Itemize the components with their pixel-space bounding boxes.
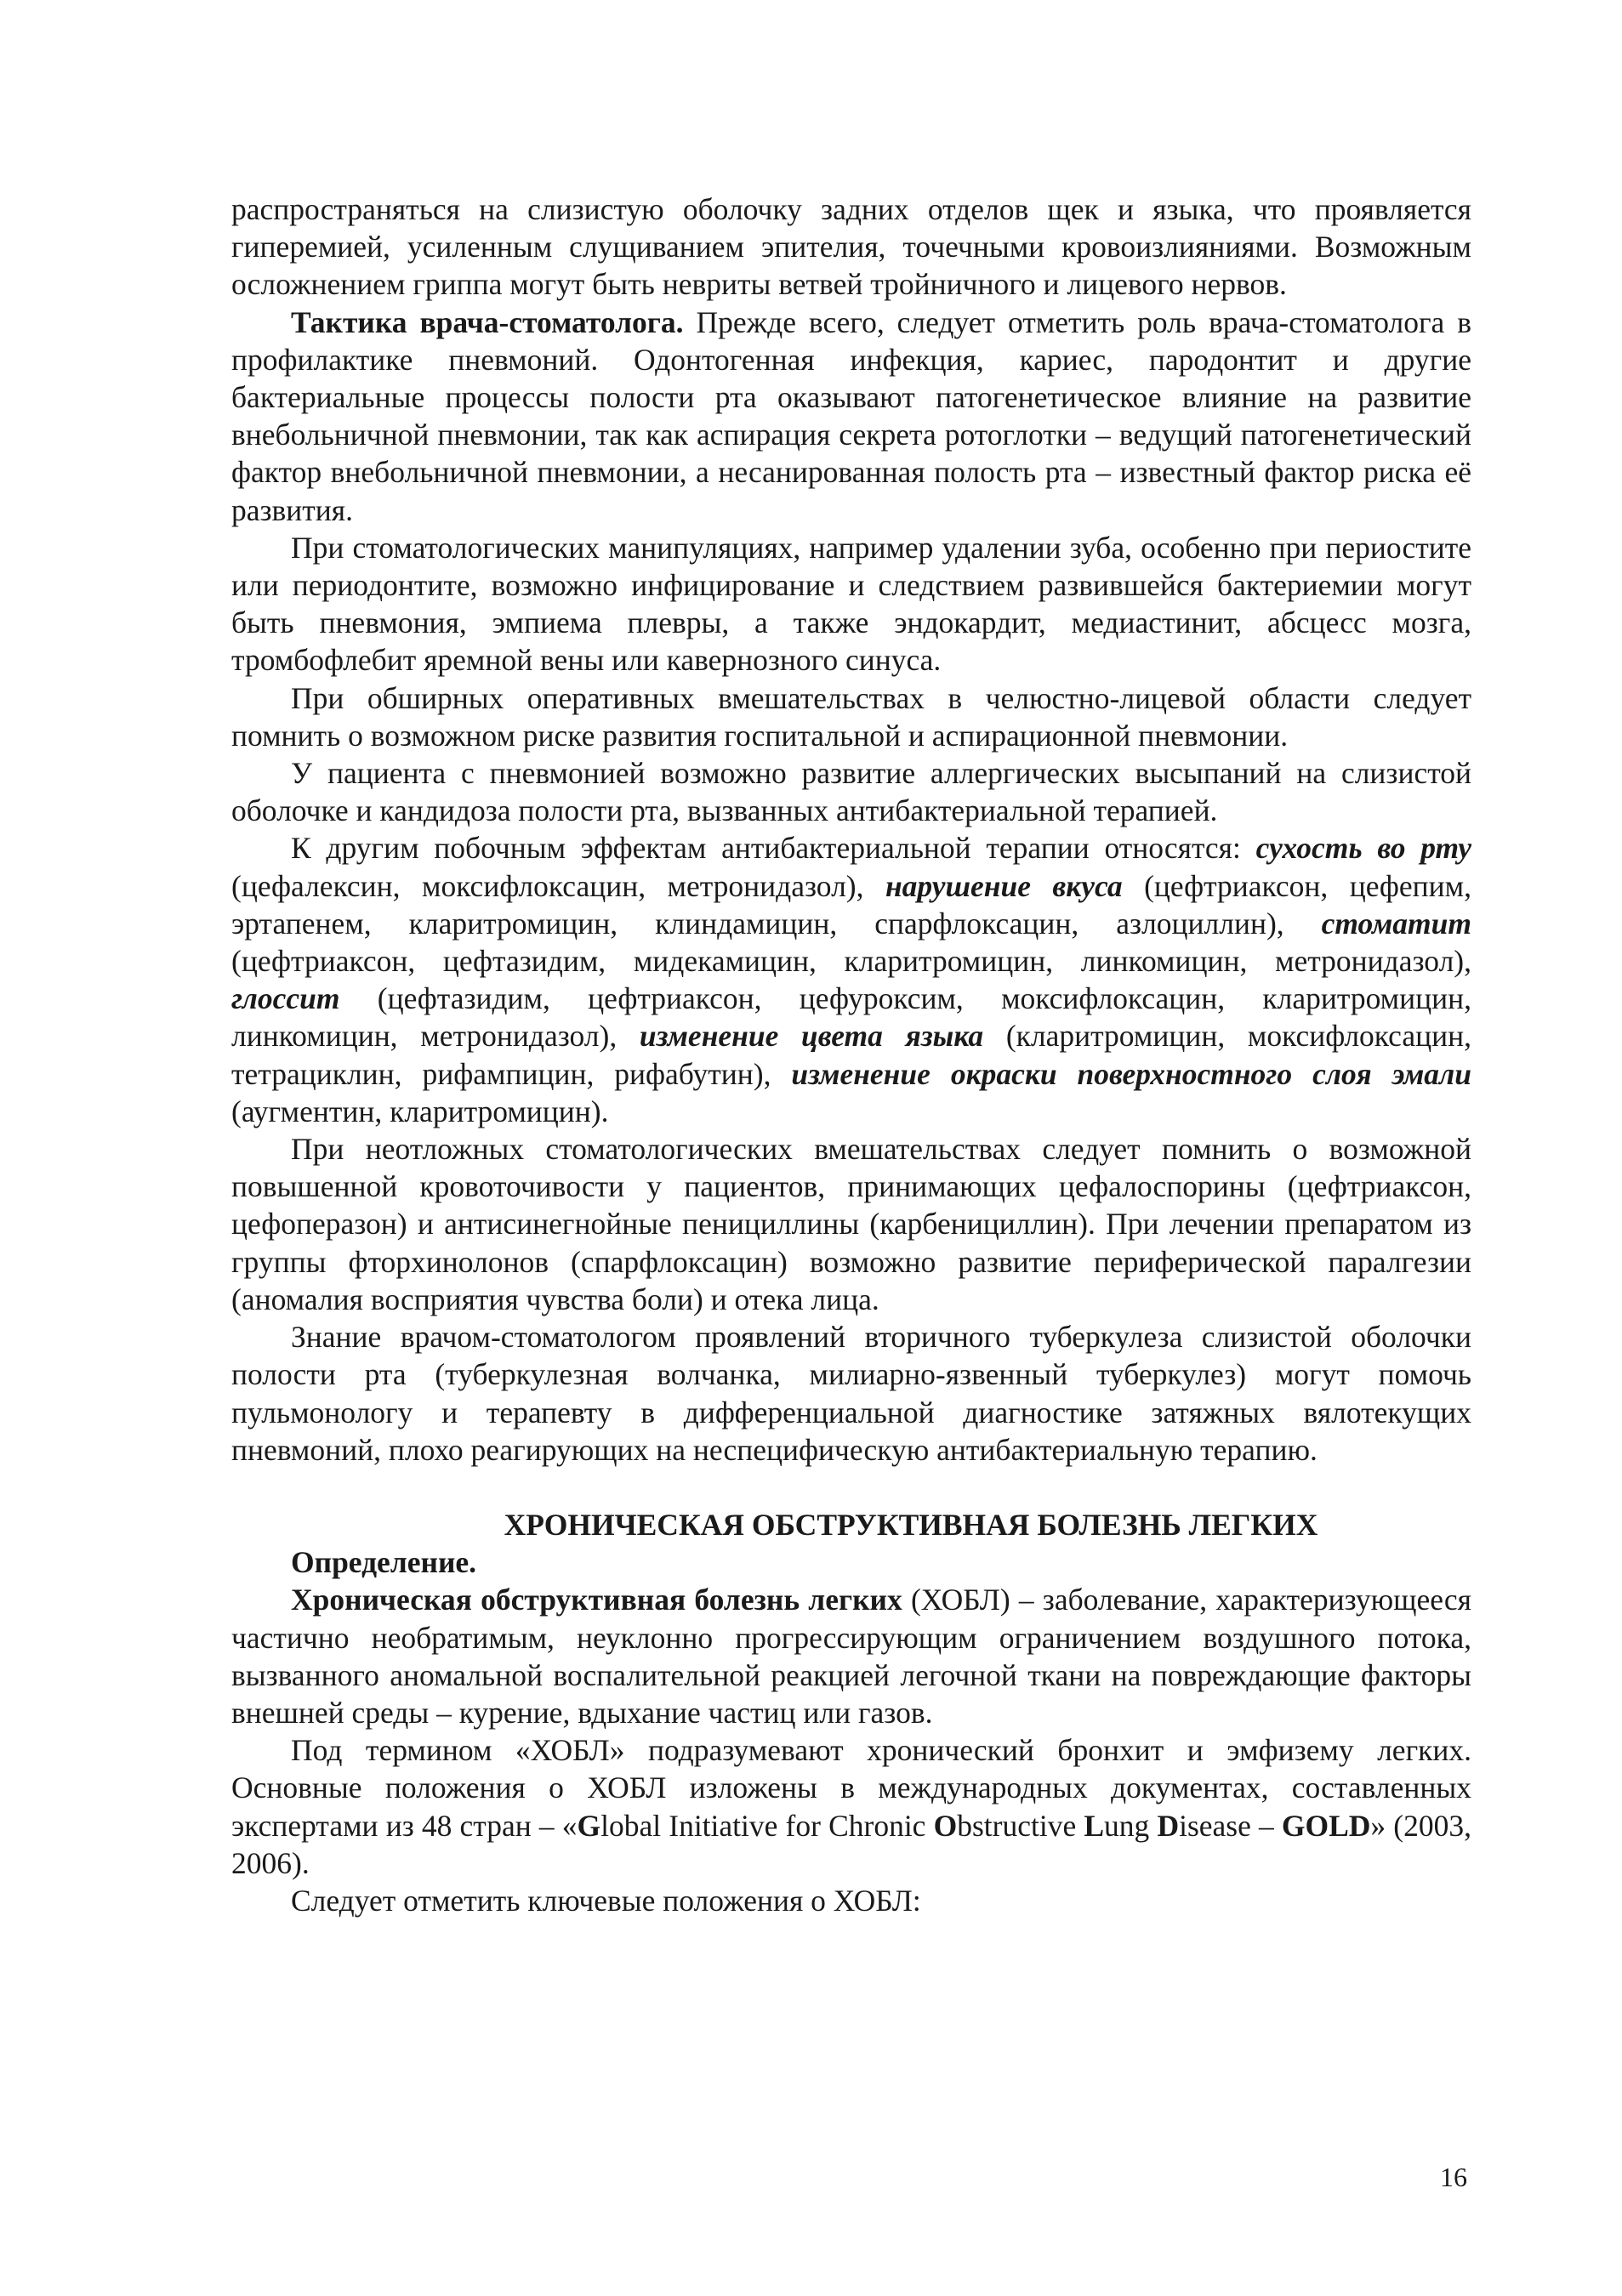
gold-acronym: GOLD xyxy=(1281,1808,1371,1843)
tactics-text: Прежде всего, следует отметить роль врача-стоматолога в профилактике пневмоний. Одонтогенная инфекция, кариес, пародонтит и другие бактериальные процессы полости рта оказывают патогенетическое влияние на развитие внебольничной пневмонии, так как аспирация секрета ротоглотки – ведущий патогенетический фактор внебольничной пневмонии, а несанированная полость рта – известный фактор риска её развития. xyxy=(231,304,1471,527)
paragraph-tuberculosis: Знание врачом-стоматологом проявлений вторичного туберкулеза слизистой оболочки полости рта (туберкулезная волчанка, милиарно-язвенный туберкулез) могут помочь пульмонологу и терапевту в дифференциальной диагностике затяжных вялотекущих пневмоний, плохо реагирующих на неспецифическую антибактериальную терапию. xyxy=(231,1320,1471,1467)
section-heading: ХРОНИЧЕСКАЯ ОБСТРУКТИВНАЯ БОЛЕЗНЬ ЛЕГКИХ xyxy=(504,1507,1318,1542)
definition-label-text: Определение. xyxy=(291,1545,477,1580)
gold-text-1: Под термином «ХОБЛ» подразумевают хронический бронхит и эмфизему легких. Основные положения о ХОБЛ изложены в международных документах, составленных экспертами из 48 стран – « xyxy=(231,1733,1471,1843)
paragraph-side-effects xyxy=(231,829,1471,1130)
side-effects-text-7: (аугментин, кларитромицин). xyxy=(231,1094,609,1128)
paragraph-surgery-risk: При обширных оперативных вмешательствах в челюстно-лицевой области следует помнить о возможном риске развития госпитальной и аспирационной пневмонии. xyxy=(231,680,1471,753)
paragraph-influenza-continuation: распространяться на слизистую оболочку задних отделов щек и языка, что проявляется гиперемией, усиленным слущиванием эпителия, точечными кровоизлияниями. Возможным осложнением гриппа могут быть невриты ветвей тройничного и лицевого нервов. xyxy=(231,192,1471,302)
gold-text-4: ung xyxy=(1104,1808,1158,1843)
side-effect-stomatitis: стоматит xyxy=(1321,906,1471,941)
paragraph-manipulations: При стоматологических манипуляциях, например удалении зуба, особенно при периостите или периодонтите, возможно инфицирование и следствием развившейся бактериемии могут быть пневмония, эмпиема плевры, а также эндокардит, медиастинит, абсцесс мозга, тромбофлебит яремной вены или кавернозного синуса. xyxy=(231,530,1471,678)
side-effect-dry-mouth: сухость во рту xyxy=(1255,831,1471,866)
document-body xyxy=(231,190,1471,1919)
gold-letter-l: L xyxy=(1084,1808,1105,1843)
side-effects-text-5: (цефтазидим, цефтриаксон, цефуроксим, моксифлоксацин, кларитромицин, линкомицин, метронидазол), xyxy=(231,981,1471,1054)
paragraph-dentist-tactics xyxy=(231,304,1471,529)
paragraph-copd-definition xyxy=(231,1581,1471,1731)
side-effects-text-3: (цефтриаксон, цефепим, эртапенем, кларитромицин, клиндамицин, спарфлоксацин, азлоциллин), xyxy=(231,868,1471,941)
definition-label xyxy=(231,1543,1471,1581)
gold-letter-d: D xyxy=(1157,1808,1180,1843)
side-effects-text-1: К другим побочным эффектам антибактериальной терапии относятся: xyxy=(291,831,1256,866)
gold-text-6: » (2003, 2006). xyxy=(231,1808,1472,1880)
side-effect-enamel: изменение окраски поверхностного слоя эмали xyxy=(791,1056,1471,1091)
paragraph-bleeding: При неотложных стоматологических вмешательствах следует помнить о возможной повышенной кровоточивости у пациентов, принимающих цефалоспорины (цефтриаксон, цефоперазон) и антисинегнойные пенициллины (карбенициллин). При лечении препаратом из группы фторхинолонов (спарфлоксацин) возможно развитие периферической паралгезии (аномалия восприятия чувства боли) и отека лица. xyxy=(231,1132,1471,1316)
paragraph-key-points: Следует отметить ключевые положения о ХОБЛ: xyxy=(291,1883,921,1918)
side-effects-text-4: (цефтриаксон, цефтазидим, мидекамицин, кларитромицин, линкомицин, метронидазол), xyxy=(231,944,1471,979)
copd-definition-text: (ХОБЛ) – заболевание, характеризующееся частично необратимым, неуклонно прогрессирующим ограничением воздушного потока, вызванного аномальной воспалительной реакцией легочной ткани на повреждающие факторы внешней среды – курение, вдыхание частиц или газов. xyxy=(231,1583,1471,1730)
side-effect-glossitis: глоссит xyxy=(231,981,340,1016)
paragraph-gold xyxy=(231,1731,1471,1882)
paragraph-allergic-rash: У пациента с пневмонией возможно развитие аллергических высыпаний на слизистой оболочке и кандидоза полости рта, вызванных антибактериальной терапией. xyxy=(231,756,1471,828)
side-effect-taste: нарушение вкуса xyxy=(885,868,1123,903)
tactics-label: Тактика врача-стоматолога. xyxy=(291,304,684,339)
side-effects-text-6: (кларитромицин, моксифлоксацин, тетрациклин, рифампицин, рифабутин), xyxy=(231,1019,1471,1091)
copd-term: Хроническая обструктивная болезнь легких xyxy=(291,1583,902,1617)
side-effect-tongue-color: изменение цвета языка xyxy=(639,1019,984,1054)
side-effects-text-2: (цефалексин, моксифлоксацин, метронидазол), xyxy=(231,868,885,903)
page-number: 16 xyxy=(1440,2162,1467,2192)
gold-text-3: bstructive xyxy=(957,1808,1084,1843)
gold-text-5: isease – xyxy=(1179,1808,1282,1843)
gold-letter-o: O xyxy=(933,1808,958,1843)
gold-text-2: lobal Initiative for Chronic xyxy=(600,1808,934,1843)
gold-letter-g: G xyxy=(577,1808,601,1843)
